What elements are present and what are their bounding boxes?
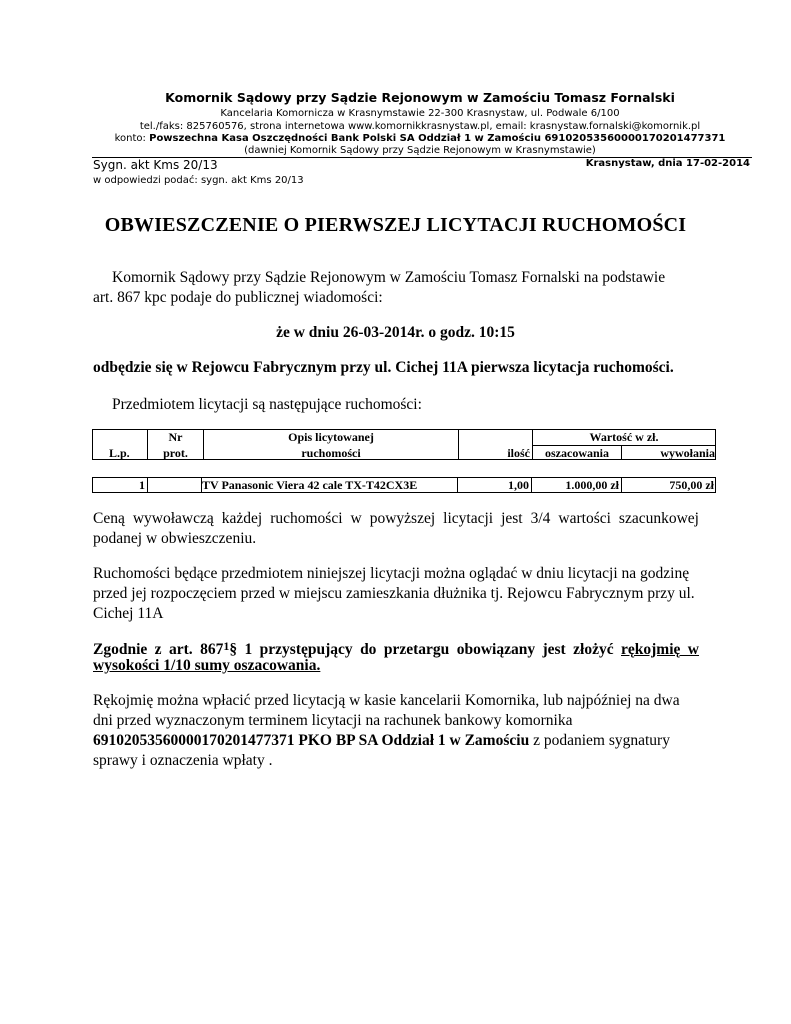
header-lp: L.p. bbox=[109, 446, 130, 460]
header-description: Opis licytowanej bbox=[288, 430, 374, 444]
header-starting: wywołania bbox=[660, 446, 715, 460]
document-title: OBWIESZCZENIE O PIERWSZEJ LICYTACJI RUCHOMOŚCI bbox=[104, 214, 687, 236]
deposit-article: Zgodnie z art. 867 bbox=[93, 641, 224, 658]
price-note-line-1: Ceną wywoławczą każdej ruchomości w powyższej licytacji jest 3/4 wartości szacunkowej bbox=[93, 510, 699, 527]
payment-line-4: sprawy i oznaczenia wpłaty . bbox=[93, 752, 273, 769]
row-description: TV Panasonic Viera 42 cale TX-T42CX3E bbox=[202, 478, 418, 492]
contact-info: tel./faks: 825760576, strona internetowa www.komornikkrasnystaw.pl, email: krasnystaw.fornalski@komornik.pl bbox=[139, 121, 701, 132]
header-prot: prot. bbox=[163, 446, 188, 460]
row-lp: 1 bbox=[139, 478, 145, 492]
office-address: Kancelaria Komornicza w Krasnymstawie 22-300 Krasnystaw, ul. Podwale 6/100 bbox=[220, 108, 620, 119]
row-quantity: 1,00 bbox=[508, 478, 529, 492]
header-estimated: oszacowania bbox=[545, 446, 609, 460]
auction-place: odbędzie się w Rejowcu Fabrycznym przy ul. Cichej 11A pierwsza licytacja ruchomości. bbox=[93, 359, 674, 376]
bank-account bbox=[0, 133, 791, 144]
deposit-line-2: wysokości 1/10 sumy oszacowania. bbox=[93, 657, 321, 674]
viewing-line-3: Cichej 11A bbox=[93, 605, 164, 622]
payment-instructions: z podaniem sygnatury bbox=[529, 732, 670, 749]
viewing-line-2: przed jej rozpoczęciem przed w miejscu zamieszkania dłużnika tj. Rejowcu Fabrycznym przy ul. bbox=[93, 585, 695, 602]
account-details: Powszechna Kasa Oszczędności Bank Polski SA Oddział 1 w Zamościu 69102053560000170201477371 bbox=[149, 133, 726, 144]
case-reference: Sygn. akt Kms 20/13 bbox=[93, 158, 218, 172]
auction-date: że w dniu 26-03-2014r. o godz. 10:15 bbox=[276, 324, 515, 341]
row-starting-price: 750,00 zł bbox=[669, 478, 714, 492]
intro-line-2: art. 867 kpc podaje do publicznej wiadomości: bbox=[93, 289, 383, 306]
price-note-line-2: podanej w obwieszczeniu. bbox=[93, 530, 257, 547]
intro-line-1: Komornik Sądowy przy Sądzie Rejonowym w Zamościu Tomasz Fornalski na podstawie bbox=[112, 269, 666, 286]
auction-items-table bbox=[92, 429, 716, 493]
document-date: Krasnystaw, dnia 17-02-2014 bbox=[585, 158, 750, 169]
deposit-amount-start: rękojmię w bbox=[621, 641, 700, 658]
payment-line-3 bbox=[93, 731, 670, 751]
payment-line-1: Rękojmię można wpłacić przed licytacją w kasie kancelarii Komornika, lub najpóźniej na dwa bbox=[93, 692, 680, 709]
row-estimated-value: 1.000,00 zł bbox=[565, 478, 619, 492]
account-prefix: konto: bbox=[114, 133, 150, 144]
payment-line-2: dni przed wyznaczonym terminem licytacji na rachunek bankowy komornika bbox=[93, 712, 573, 729]
former-office: (dawniej Komornik Sądowy przy Sądzie Rejonowym w Krasnymstawie) bbox=[244, 145, 596, 156]
header-quantity: ilość bbox=[507, 446, 530, 460]
payment-account: 69102053560000170201477371 PKO BP SA Oddział 1 w Zamościu bbox=[93, 732, 530, 749]
bailiff-name: Komornik Sądowy przy Sądzie Rejonowym w Zamościu Tomasz Fornalski bbox=[165, 90, 675, 105]
viewing-line-1: Ruchomości będące przedmiotem niniejszej licytacji można oglądać w dniu licytacji na godzinę bbox=[93, 565, 690, 582]
header-items: ruchomości bbox=[301, 446, 361, 460]
deposit-superscript: 1 bbox=[223, 639, 230, 653]
header-nr: Nr bbox=[168, 430, 183, 444]
header-value: Wartość w zł. bbox=[589, 430, 659, 444]
deposit-text: § 1 przystępujący do przetargu obowiązany jest złożyć bbox=[229, 641, 621, 658]
subject-intro: Przedmiotem licytacji są następujące ruchomości: bbox=[112, 396, 422, 413]
reply-reference: w odpowiedzi podać: sygn. akt Kms 20/13 bbox=[93, 175, 304, 186]
